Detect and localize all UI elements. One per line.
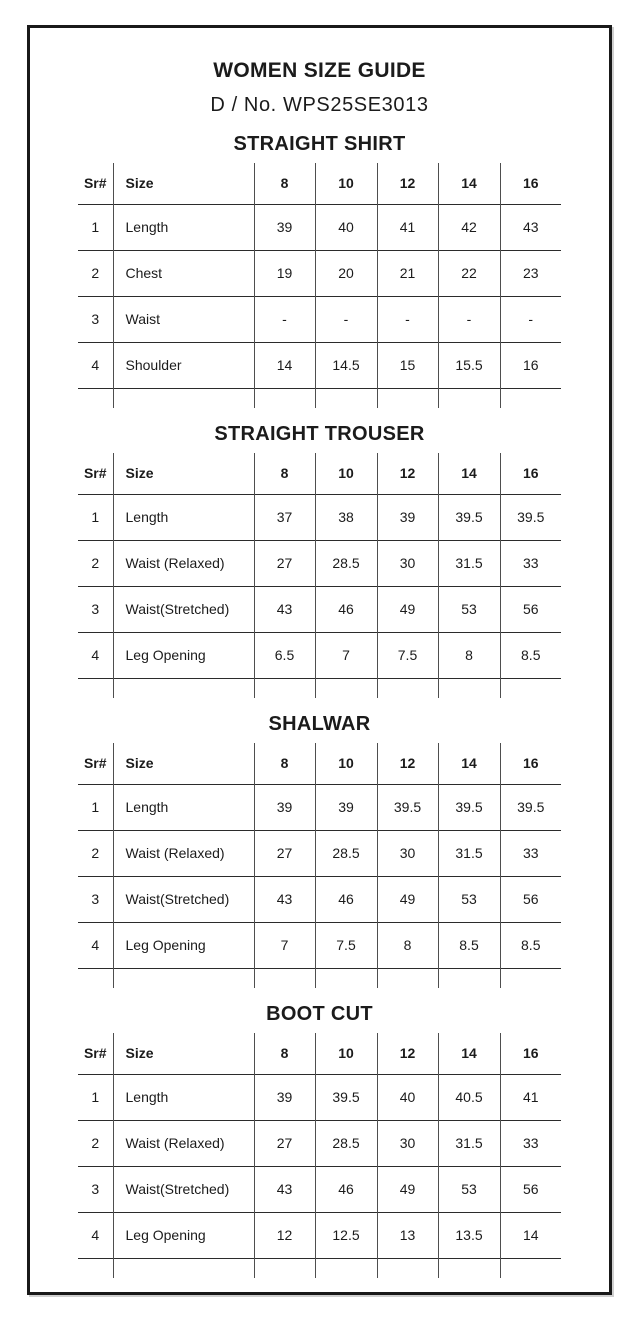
overhang-cell [315, 1258, 377, 1278]
overhang-cell [78, 678, 113, 698]
col-header-sr: Sr# [83, 755, 107, 772]
value-cell: 15 [377, 342, 438, 388]
sr-cell: 4 [91, 647, 100, 663]
value-cell: 56 [500, 1166, 561, 1212]
value-cell: 43 [500, 204, 561, 250]
value-cell: 33 [500, 540, 561, 586]
sr-cell: 2 [91, 265, 100, 281]
value-cell: 30 [377, 540, 438, 586]
overhang-cell [254, 1258, 315, 1278]
overhang-cell [315, 968, 377, 988]
col-header-size-16: 16 [500, 453, 561, 494]
overhang-cell [500, 388, 561, 408]
section-shalwar [30, 712, 609, 988]
measure-label: Waist(Stretched) [113, 876, 254, 922]
col-header-size-14: 14 [438, 163, 500, 204]
overhang-cell [113, 968, 254, 988]
table-row [78, 876, 561, 922]
col-header-size: Size [113, 1033, 254, 1074]
table-row [78, 632, 561, 678]
sr-cell: 2 [91, 555, 100, 571]
value-cell: 14.5 [315, 342, 377, 388]
value-cell: 46 [315, 876, 377, 922]
table-row [78, 204, 561, 250]
value-cell: - [315, 296, 377, 342]
col-header-size-10: 10 [315, 1033, 377, 1074]
sr-cell: 3 [91, 601, 100, 617]
measure-label: Leg Opening [113, 1212, 254, 1258]
value-cell: 40 [315, 204, 377, 250]
size-table-straight-trouser [78, 453, 561, 698]
value-cell: 21 [377, 250, 438, 296]
overhang-cell [78, 968, 113, 988]
overhang-cell [315, 678, 377, 698]
value-cell: 19 [254, 250, 315, 296]
measure-label: Waist(Stretched) [113, 586, 254, 632]
overhang-cell [377, 678, 438, 698]
col-header-size-12: 12 [377, 743, 438, 784]
measure-label: Waist (Relaxed) [113, 830, 254, 876]
value-cell: 27 [254, 1120, 315, 1166]
value-cell: 33 [500, 1120, 561, 1166]
col-header-sr: Sr# [83, 465, 107, 482]
sr-cell: 3 [91, 1181, 100, 1197]
overhang-cell [377, 1258, 438, 1278]
measure-label: Waist (Relaxed) [113, 1120, 254, 1166]
value-cell: 8.5 [500, 632, 561, 678]
value-cell: 13 [377, 1212, 438, 1258]
table-row [78, 1166, 561, 1212]
table-row [78, 296, 561, 342]
sr-cell: 2 [91, 845, 100, 861]
overhang-cell [438, 968, 500, 988]
overhang-cell [78, 1258, 113, 1278]
value-cell: 16 [500, 342, 561, 388]
value-cell: 43 [254, 1166, 315, 1212]
value-cell: 15.5 [438, 342, 500, 388]
table-row [78, 1120, 561, 1166]
value-cell: 43 [254, 586, 315, 632]
overhang-cell [254, 678, 315, 698]
sr-cell: 1 [91, 219, 100, 235]
section-title: SHALWAR [268, 713, 371, 735]
value-cell: 23 [500, 250, 561, 296]
value-cell: 7.5 [377, 632, 438, 678]
table-row [78, 830, 561, 876]
value-cell: 28.5 [315, 1120, 377, 1166]
measure-label: Waist(Stretched) [113, 1166, 254, 1212]
value-cell: 40.5 [438, 1074, 500, 1120]
value-cell: 8.5 [500, 922, 561, 968]
value-cell: 31.5 [438, 1120, 500, 1166]
col-header-size: Size [113, 743, 254, 784]
measure-label: Length [113, 1074, 254, 1120]
value-cell: 12 [254, 1212, 315, 1258]
table-header-row [78, 163, 561, 204]
col-header-sr: Sr# [83, 1045, 107, 1062]
col-header-size-12: 12 [377, 1033, 438, 1074]
overhang-cell [438, 388, 500, 408]
overhang-cell [500, 968, 561, 988]
table-overhang-row [78, 678, 561, 698]
col-header-size-14: 14 [438, 743, 500, 784]
sr-cell: 4 [91, 357, 100, 373]
measure-label: Leg Opening [113, 632, 254, 678]
value-cell: 28.5 [315, 830, 377, 876]
value-cell: 13.5 [438, 1212, 500, 1258]
col-header-size-8: 8 [254, 163, 315, 204]
table-row [78, 784, 561, 830]
col-header-size-8: 8 [254, 1033, 315, 1074]
table-row [78, 1212, 561, 1258]
overhang-cell [254, 388, 315, 408]
col-header-size: Size [113, 163, 254, 204]
overhang-cell [500, 1258, 561, 1278]
value-cell: 39 [377, 494, 438, 540]
document-frame [27, 25, 612, 1295]
measure-label: Waist [113, 296, 254, 342]
table-header-row [78, 1033, 561, 1074]
sr-cell: 2 [91, 1135, 100, 1151]
section-boot-cut [30, 1002, 609, 1278]
value-cell: 39 [315, 784, 377, 830]
table-row [78, 1074, 561, 1120]
overhang-cell [113, 678, 254, 698]
value-cell: 28.5 [315, 540, 377, 586]
sr-cell: 1 [91, 799, 100, 815]
col-header-size-10: 10 [315, 163, 377, 204]
table-row [78, 586, 561, 632]
value-cell: 56 [500, 586, 561, 632]
section-title: STRAIGHT SHIRT [233, 133, 406, 155]
table-row [78, 494, 561, 540]
overhang-cell [315, 388, 377, 408]
measure-label: Length [113, 494, 254, 540]
value-cell: 37 [254, 494, 315, 540]
table-row [78, 922, 561, 968]
overhang-cell [500, 678, 561, 698]
overhang-cell [377, 968, 438, 988]
value-cell: 7 [315, 632, 377, 678]
table-row [78, 250, 561, 296]
col-header-size-16: 16 [500, 743, 561, 784]
value-cell: 20 [315, 250, 377, 296]
section-title: STRAIGHT TROUSER [214, 423, 425, 445]
size-table-straight-shirt [78, 163, 561, 408]
col-header-size-16: 16 [500, 1033, 561, 1074]
overhang-cell [113, 1258, 254, 1278]
size-table-shalwar [78, 743, 561, 988]
value-cell: 41 [500, 1074, 561, 1120]
section-title: BOOT CUT [266, 1003, 373, 1025]
value-cell: 49 [377, 1166, 438, 1212]
value-cell: 14 [254, 342, 315, 388]
col-header-size-10: 10 [315, 743, 377, 784]
overhang-cell [78, 388, 113, 408]
sr-cell: 4 [91, 937, 100, 953]
sr-cell: 3 [91, 891, 100, 907]
value-cell: 8 [377, 922, 438, 968]
value-cell: 27 [254, 540, 315, 586]
value-cell: 7 [254, 922, 315, 968]
measure-label: Leg Opening [113, 922, 254, 968]
table-row [78, 540, 561, 586]
value-cell: 39.5 [500, 784, 561, 830]
value-cell: 39.5 [438, 494, 500, 540]
value-cell: 31.5 [438, 830, 500, 876]
table-header-row [78, 453, 561, 494]
col-header-size-12: 12 [377, 453, 438, 494]
value-cell: 39 [254, 784, 315, 830]
measure-label: Length [113, 204, 254, 250]
value-cell: 39 [254, 1074, 315, 1120]
value-cell: 8.5 [438, 922, 500, 968]
table-header-row [78, 743, 561, 784]
measure-label: Chest [113, 250, 254, 296]
value-cell: 6.5 [254, 632, 315, 678]
overhang-cell [113, 388, 254, 408]
value-cell: 53 [438, 586, 500, 632]
value-cell: 39.5 [500, 494, 561, 540]
col-header-size-16: 16 [500, 163, 561, 204]
col-header-size-14: 14 [438, 1033, 500, 1074]
value-cell: 46 [315, 586, 377, 632]
value-cell: 40 [377, 1074, 438, 1120]
measure-label: Waist (Relaxed) [113, 540, 254, 586]
value-cell: 39 [254, 204, 315, 250]
sr-cell: 3 [91, 311, 100, 327]
value-cell: 53 [438, 1166, 500, 1212]
value-cell: 53 [438, 876, 500, 922]
value-cell: 39.5 [315, 1074, 377, 1120]
value-cell: 49 [377, 586, 438, 632]
table-row [78, 342, 561, 388]
col-header-size-12: 12 [377, 163, 438, 204]
value-cell: 22 [438, 250, 500, 296]
value-cell: 41 [377, 204, 438, 250]
section-straight-shirt [30, 132, 609, 408]
value-cell: 56 [500, 876, 561, 922]
table-overhang-row [78, 388, 561, 408]
col-header-size: Size [113, 453, 254, 494]
table-overhang-row [78, 1258, 561, 1278]
col-header-sr: Sr# [83, 175, 107, 192]
value-cell: 33 [500, 830, 561, 876]
section-straight-trouser [30, 422, 609, 698]
value-cell: 8 [438, 632, 500, 678]
size-table-boot-cut [78, 1033, 561, 1278]
value-cell: 39.5 [438, 784, 500, 830]
design-number: D / No. WPS25SE3013 [210, 94, 429, 116]
value-cell: 49 [377, 876, 438, 922]
value-cell: 12.5 [315, 1212, 377, 1258]
measure-label: Shoulder [113, 342, 254, 388]
value-cell: - [500, 296, 561, 342]
value-cell: 39.5 [377, 784, 438, 830]
sr-cell: 1 [91, 1089, 100, 1105]
value-cell: 7.5 [315, 922, 377, 968]
value-cell: 14 [500, 1212, 561, 1258]
overhang-cell [254, 968, 315, 988]
col-header-size-14: 14 [438, 453, 500, 494]
col-header-size-8: 8 [254, 743, 315, 784]
value-cell: 43 [254, 876, 315, 922]
overhang-cell [438, 678, 500, 698]
measure-label: Length [113, 784, 254, 830]
value-cell: 46 [315, 1166, 377, 1212]
value-cell: - [377, 296, 438, 342]
doc-header [30, 58, 609, 118]
overhang-cell [377, 388, 438, 408]
sr-cell: 1 [91, 509, 100, 525]
value-cell: 31.5 [438, 540, 500, 586]
value-cell: 27 [254, 830, 315, 876]
value-cell: - [438, 296, 500, 342]
page-title: WOMEN SIZE GUIDE [213, 59, 426, 82]
overhang-cell [438, 1258, 500, 1278]
table-overhang-row [78, 968, 561, 988]
value-cell: 30 [377, 830, 438, 876]
col-header-size-8: 8 [254, 453, 315, 494]
sr-cell: 4 [91, 1227, 100, 1243]
value-cell: - [254, 296, 315, 342]
col-header-size-10: 10 [315, 453, 377, 494]
value-cell: 42 [438, 204, 500, 250]
value-cell: 38 [315, 494, 377, 540]
value-cell: 30 [377, 1120, 438, 1166]
